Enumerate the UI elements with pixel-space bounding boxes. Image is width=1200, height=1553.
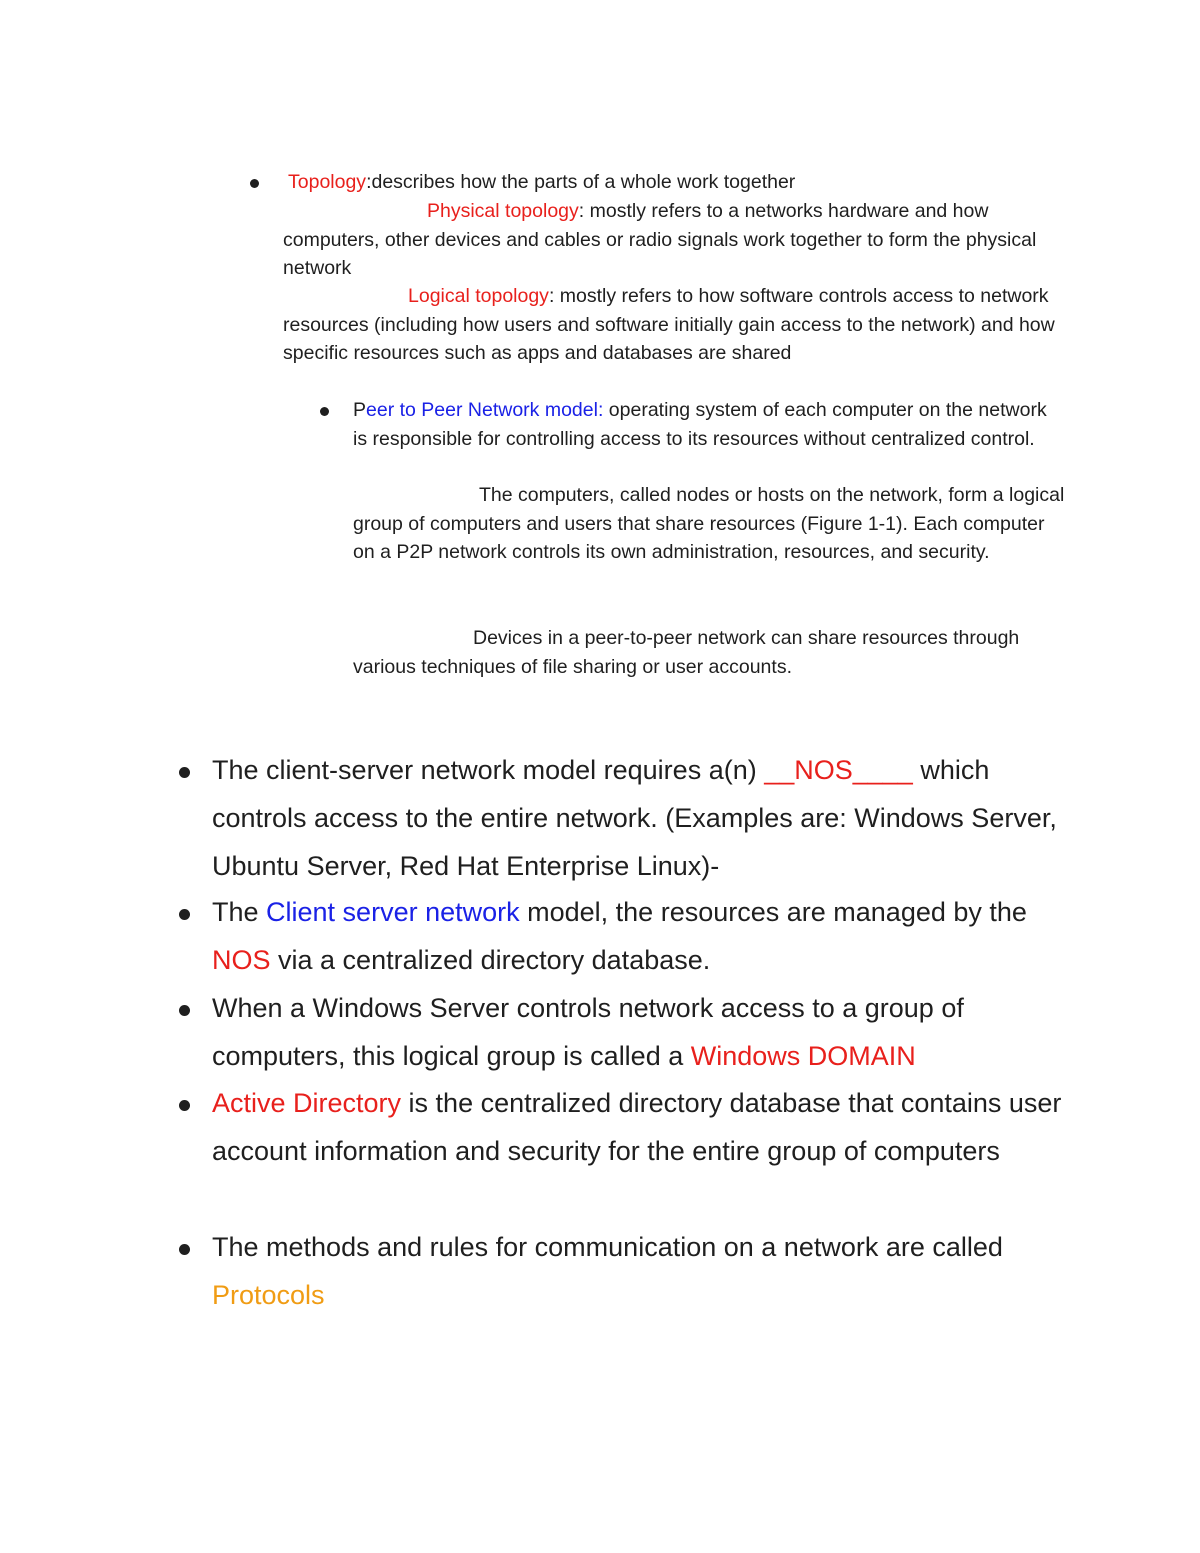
active-directory-item bbox=[212, 1079, 1062, 1175]
p2p-devices-para bbox=[353, 624, 1065, 681]
topology-term: Topology bbox=[288, 171, 367, 193]
bullet-icon bbox=[250, 179, 259, 188]
bullet-icon bbox=[179, 1244, 190, 1255]
logical-topology-desc: : mostly refers to how software controls access to network resources (including how users and software initially gain access to the network) and how specific resources such as apps and databases are shared bbox=[283, 285, 1055, 364]
protocols-term: Protocols bbox=[212, 1280, 325, 1310]
topology-desc: :describes how the parts of a whole work together bbox=[366, 171, 796, 193]
windows-domain-item bbox=[212, 984, 1062, 1080]
bullet-icon bbox=[179, 1005, 190, 1016]
item3-text-a: When a Windows Server controls network access to a group of computers, this logical group is called a bbox=[212, 993, 964, 1071]
p2p-nodes-para bbox=[353, 481, 1065, 567]
item2-text-a: The bbox=[212, 897, 267, 927]
client-server-model-item bbox=[212, 888, 1062, 984]
p2p-nodes-text: The computers, called nodes or hosts on the network, form a logical group of computers and users that share resources (Figure 1-1). Each computer on a P2P network controls its own administration, resources, and security. bbox=[353, 484, 1065, 563]
bullet-icon bbox=[320, 407, 329, 416]
nos-blank: __NOS____ bbox=[764, 755, 913, 785]
bullet-icon bbox=[179, 767, 190, 778]
item5-text-a: The methods and rules for communication on a network are called bbox=[212, 1232, 1003, 1262]
physical-topology-term: Physical topology bbox=[427, 200, 579, 222]
item2-text-c: model, the resources are managed by the bbox=[519, 897, 1027, 927]
item1-text-c: which controls access to the entire network. (Examples are: Windows Server, Ubuntu Server, Red Hat Enterprise Linux)- bbox=[212, 755, 1057, 881]
physical-topology-desc: : mostly refers to a networks hardware and how computers, other devices and cables or radio signals work together to form the physical network bbox=[283, 200, 1037, 279]
logical-topology-para bbox=[283, 282, 1073, 368]
bullet-icon bbox=[179, 909, 190, 920]
item4-text-b: is the centralized directory database that contains user account information and security for the entire group of computers bbox=[212, 1088, 1062, 1166]
bullet-icon bbox=[179, 1100, 190, 1111]
p2p-devices-text: Devices in a peer-to-peer network can share resources through various techniques of file sharing or user accounts. bbox=[353, 627, 1020, 678]
p2p-para bbox=[353, 396, 1065, 453]
p2p-term: eer to Peer Network model: bbox=[366, 399, 604, 421]
client-server-network-term: Client server network bbox=[266, 897, 520, 927]
p2p-desc: operating system of each computer on the network is responsible for controlling access to its resources without centralized control. bbox=[353, 399, 1047, 450]
item2-text-e: via a centralized directory database. bbox=[270, 945, 711, 975]
protocols-item bbox=[212, 1223, 1062, 1319]
client-server-nos-item bbox=[212, 746, 1062, 890]
physical-topology-para bbox=[283, 197, 1073, 283]
nos-term: NOS bbox=[212, 945, 271, 975]
active-directory-term: Active Directory bbox=[212, 1088, 409, 1118]
item1-text-a: The client-server network model requires a(n) bbox=[212, 755, 765, 785]
windows-domain-term: Windows DOMAIN bbox=[690, 1041, 916, 1071]
topology-line bbox=[288, 168, 1068, 197]
logical-topology-term: Logical topology bbox=[408, 285, 549, 307]
p2p-term-initial: P bbox=[353, 399, 367, 421]
